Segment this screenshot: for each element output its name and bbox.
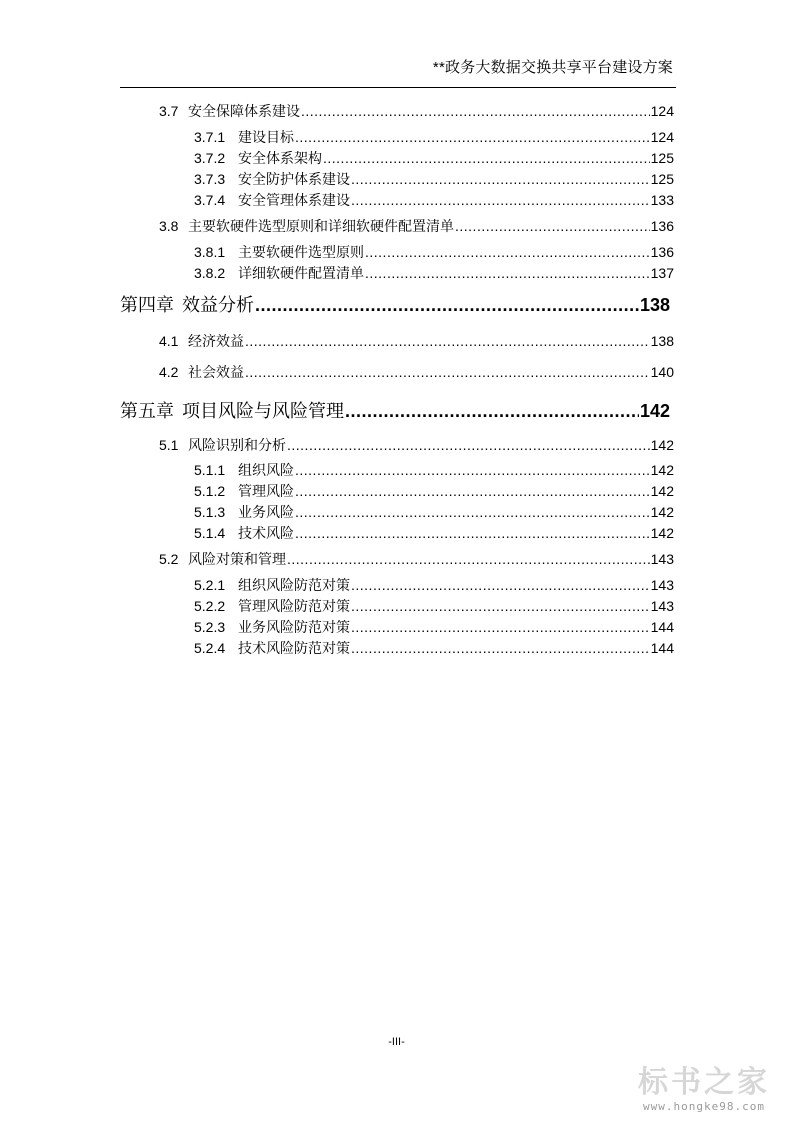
toc-leader [295,129,650,145]
toc-leader [287,551,650,567]
toc-page-number: 136 [650,244,674,260]
toc-chapter-5[interactable] [120,397,670,423]
toc-title: 详细软硬件配置清单 [238,265,364,281]
document-header-title: **政务大数据交换共享平台建设方案 [432,59,673,76]
watermark-url: www.hongke98.com [643,1100,765,1113]
toc-title: 风险识别和分析 [188,437,286,453]
toc-title: 技术风险 [238,525,294,541]
toc-entry-3-7[interactable] [159,101,674,121]
toc-title: 安全保障体系建设 [188,103,300,119]
toc-leader [323,150,650,166]
toc-number: 5.1.4 [194,525,226,541]
toc-entry-4-1[interactable] [159,331,674,351]
toc-entry-5-1-2[interactable] [194,481,674,501]
toc-chapter-number: 第五章 [120,401,174,421]
toc-entry-5-1[interactable] [159,435,674,455]
toc-leader [245,333,650,349]
toc-title: 安全体系架构 [238,150,322,166]
toc-title: 安全防护体系建设 [238,171,350,187]
toc-leader [351,171,650,187]
toc-title: 安全管理体系建设 [238,192,350,208]
toc-page-number: 137 [650,265,674,281]
header-divider [120,87,676,88]
toc-leader [345,401,639,422]
toc-leader [245,364,650,380]
toc-page-number: 142 [650,462,674,478]
toc-page-number: 133 [650,192,674,208]
toc-entry-5-2-1[interactable] [194,575,674,595]
toc-title: 管理风险 [238,483,294,499]
toc-title: 组织风险 [238,462,294,478]
toc-entry-5-2[interactable] [159,549,674,569]
toc-number: 5.1.2 [194,483,226,499]
toc-leader [295,483,650,499]
toc-chapter-4[interactable] [120,291,670,317]
toc-title: 建设目标 [238,129,294,145]
toc-page-number: 143 [650,551,674,567]
toc-leader [365,244,650,260]
toc-leader [301,103,650,119]
toc-number: 5.1 [159,437,179,453]
toc-entry-3-7-4[interactable] [194,190,674,210]
toc-number: 3.7 [159,103,179,119]
toc-entry-3-7-1[interactable] [194,127,674,147]
toc-page-number: 124 [650,103,674,119]
toc-number: 3.7.3 [194,171,226,187]
toc-entry-4-2[interactable] [159,362,674,382]
toc-entry-5-2-2[interactable] [194,596,674,616]
toc-title: 主要软硬件选型原则和详细软硬件配置清单 [188,218,454,234]
toc-number: 3.7.1 [194,129,226,145]
toc-page-number: 142 [650,504,674,520]
toc-leader [351,577,650,593]
toc-number: 5.1.3 [194,504,226,520]
toc-number: 3.8.2 [194,265,226,281]
watermark-brand: 标书之家 [638,1065,770,1100]
toc-leader [351,598,650,614]
toc-number: 5.2.3 [194,619,226,635]
toc-entry-3-8[interactable] [159,216,674,236]
toc-leader [255,295,639,316]
toc-leader [351,192,650,208]
toc-entry-3-7-3[interactable] [194,169,674,189]
toc-title: 社会效益 [188,364,244,380]
toc-entry-5-1-1[interactable] [194,460,674,480]
toc-chapter-title: 项目风险与风险管理 [182,401,344,421]
toc-title: 主要软硬件选型原则 [238,244,364,260]
toc-number: 5.2.4 [194,640,226,656]
page-number-footer: -III- [388,1036,405,1048]
watermark [629,1066,779,1113]
toc-number: 3.7.2 [194,150,226,166]
toc-page-number: 124 [650,129,674,145]
toc-leader [455,218,650,234]
toc-page-number: 142 [650,483,674,499]
toc-leader [351,619,650,635]
toc-title: 风险对策和管理 [188,551,286,567]
toc-entry-5-2-4[interactable] [194,638,674,658]
toc-page-number: 142 [650,525,674,541]
toc-entry-5-2-3[interactable] [194,617,674,637]
toc-page-number: 144 [650,640,674,656]
toc-entry-3-7-2[interactable] [194,148,674,168]
toc-page-number: 140 [650,364,674,380]
toc-number: 4.2 [159,364,179,380]
toc-chapter-number: 第四章 [120,295,174,315]
toc-page-number: 125 [650,150,674,166]
toc-entry-3-8-2[interactable] [194,263,674,283]
toc-number: 5.2.1 [194,577,226,593]
toc-leader [365,265,650,281]
toc-leader [351,640,650,656]
toc-page-number: 138 [639,295,670,315]
toc-title: 业务风险 [238,504,294,520]
toc-page-number: 143 [650,598,674,614]
toc-number: 5.2.2 [194,598,226,614]
toc-page-number: 144 [650,619,674,635]
toc-leader [295,525,650,541]
toc-number: 3.8 [159,218,179,234]
toc-leader [287,437,650,453]
toc-leader [295,462,650,478]
toc-entry-3-8-1[interactable] [194,242,674,262]
toc-page-number: 136 [650,218,674,234]
toc-number: 5.1.1 [194,462,226,478]
toc-page-number: 143 [650,577,674,593]
toc-page-number: 142 [650,437,674,453]
toc-title: 经济效益 [188,333,244,349]
toc-number: 3.7.4 [194,192,226,208]
toc-number: 4.1 [159,333,179,349]
toc-title: 技术风险防范对策 [238,640,350,656]
toc-page-number: 138 [650,333,674,349]
toc-entry-5-1-4[interactable] [194,523,674,543]
toc-number: 3.8.1 [194,244,226,260]
toc-leader [295,504,650,520]
toc-title: 业务风险防范对策 [238,619,350,635]
toc-chapter-title: 效益分析 [182,295,254,315]
toc-title: 组织风险防范对策 [238,577,350,593]
toc-number: 5.2 [159,551,179,567]
toc-entry-5-1-3[interactable] [194,502,674,522]
toc-page-number: 142 [639,401,670,421]
toc-title: 管理风险防范对策 [238,598,350,614]
toc-page-number: 125 [650,171,674,187]
